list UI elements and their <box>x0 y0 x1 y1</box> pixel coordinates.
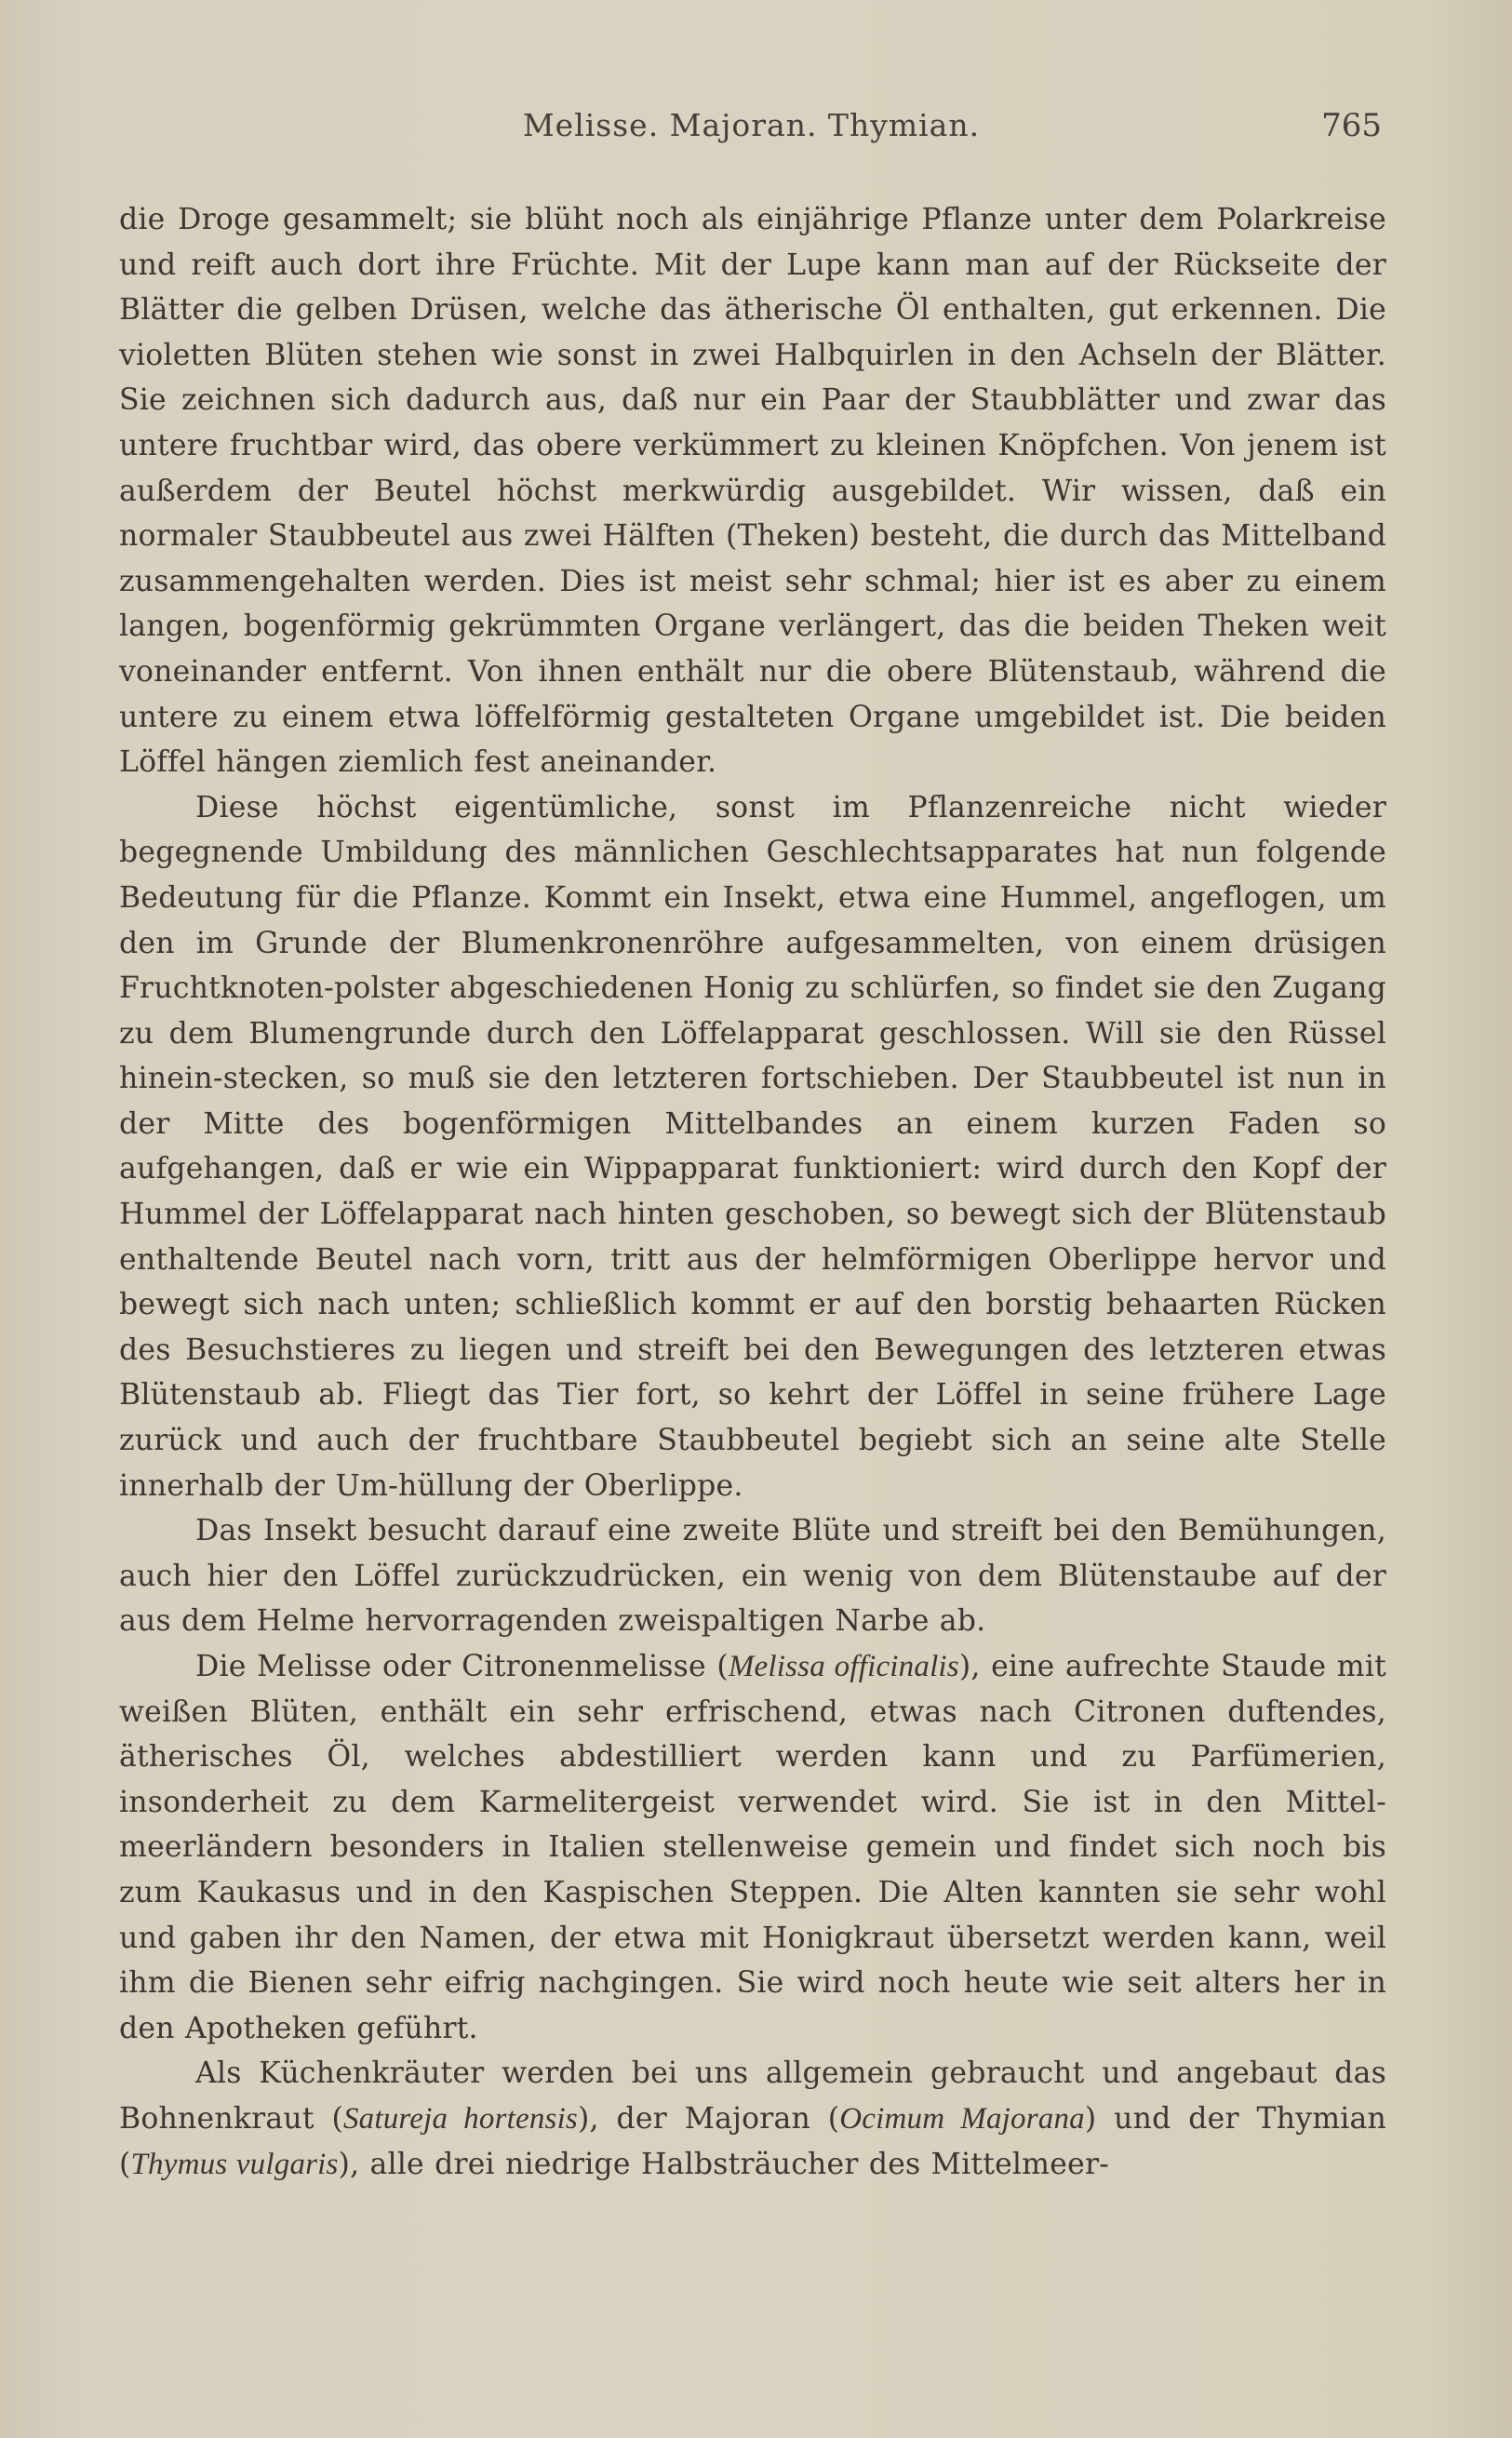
scientific-name: Melissa officinalis <box>728 1650 959 1683</box>
paragraph-2 <box>119 785 1386 1509</box>
paragraph-3 <box>119 1508 1386 1644</box>
paragraph-1 <box>119 197 1386 785</box>
paragraph-5 <box>119 2051 1386 2187</box>
running-title: Melisse. Majoran. Thymian. <box>522 107 981 143</box>
paragraph-4 <box>119 1644 1386 2051</box>
text-run: die Droge gesammelt; sie blüht noch als einjährige Pflanze unter dem Polarkreise und reift auch dort ihre Früchte. Mit der Lupe kann man auf der Rückseite der Blätter die gelben Drüsen, welche das ätherische Öl enthalten, gut erkennen. Die violetten Blüten stehen wie sonst in zwei Halbquirlen in den Achseln der Blätter. Sie zeichnen sich dadurch aus, daß nur ein Paar der Staubblätter und zwar das untere fruchtbar wird, das obere verkümmert zu kleinen Knöpfchen. Von jenem ist außerdem der Beutel höchst merkwürdig ausgebildet. Wir wissen, daß ein normaler Staubbeutel aus zwei Hälften (Theken) besteht, die durch das Mittelband zusammengehalten werden. Dies ist meist sehr schmal; hier ist es aber zu einem langen, bogenförmig gekrümmten Organe verlängert, das die beiden Theken weit voneinander entfernt. Von ihnen enthält nur die obere Blütenstaub, während die untere zu einem etwa löffelförmig gestalteten Organe umgebildet ist. Die beiden Löffel hängen ziemlich fest aneinander. <box>119 203 1386 780</box>
page-header <box>121 107 1382 163</box>
scientific-name: Satureja hortensis <box>342 2101 578 2136</box>
text-run: Als Küchenkräuter werden bei uns allgemein gebraucht und angebaut das Bohnenkraut ( <box>119 2056 1386 2136</box>
scientific-name: Ocimum Majorana <box>839 2101 1085 2136</box>
page-number: 765 <box>1321 107 1382 144</box>
text-run: ), eine aufrechte Staude mit weißen Blüten, enthält ein sehr erfrischend, etwas nach Citronen duftendes, ätherisches Öl, welches abdestilliert werden kann und zu Parfümerien, insonderheit zu dem Karmelitergeist verwendet wird. Sie ist in den Mittel-meerländern besonders in Italien stellenweise gemein und findet sich noch bis zum Kaukasus und in den Kaspischen Steppen. Die Alten kannten sie sehr wohl und gaben ihr den Namen, der etwa mit Honigkraut übersetzt werden kann, weil ihm die Bienen sehr eifrig nachgingen. Sie wird noch heute wie seit alters her in den Apotheken geführt. <box>119 1650 1387 2045</box>
text-run: ), der Majoran ( <box>577 2101 840 2136</box>
text-run: Das Insekt besucht darauf eine zweite Blüte und streift bei den Bemühungen, auch hier den Löffel zurückzudrücken, ein wenig von dem Blütenstaube auf der aus dem Helme hervorragenden zweispaltigen Narbe ab. <box>119 1514 1386 1639</box>
text-run: ) und der Thymian ( <box>119 2101 1387 2181</box>
text-run: ), alle drei niedrige Halbsträucher des Mittelmeer- <box>338 2147 1110 2181</box>
scientific-name: Thymus vulgaris <box>130 2147 339 2181</box>
text-run: Die Melisse oder Citronenmelisse ( <box>195 1650 729 1683</box>
body-text <box>119 197 1386 2187</box>
text-run: Diese höchst eigentümliche, sonst im Pflanzenreiche nicht wieder begegnende Umbildung des männlichen Geschlechtsapparates hat nun folgende Bedeutung für die Pflanze. Kommt ein Insekt, etwa eine Hummel, angeflogen, um den im Grunde der Blumenkronenröhre aufgesammelten, von einem drüsigen Fruchtknoten-polster abgeschiedenen Honig zu schlürfen, so findet sie den Zugang zu dem Blumengrunde durch den Löffelapparat geschlossen. Will sie den Rüssel hinein-stecken, so muß sie den letzteren fortschieben. Der Staubbeutel ist nun in der Mitte des bogenförmigen Mittelbandes an einem kurzen Faden so aufgehangen, daß er wie ein Wippapparat funktioniert: wird durch den Kopf der Hummel der Löffelapparat nach hinten geschoben, so bewegt sich der Blütenstaub enthaltende Beutel nach vorn, tritt aus der helmförmigen Oberlippe hervor und bewegt sich nach unten; schließlich kommt er auf den borstig behaarten Rücken des Besuchstieres zu liegen und streift bei den Bewegungen des letzteren etwas Blütenstaub ab. Fliegt das Tier fort, so kehrt der Löffel in seine frühere Lage zurück und auch der fruchtbare Staubbeutel begiebt sich an seine alte Stelle innerhalb der Um-hüllung der Oberlippe. <box>119 790 1386 1503</box>
